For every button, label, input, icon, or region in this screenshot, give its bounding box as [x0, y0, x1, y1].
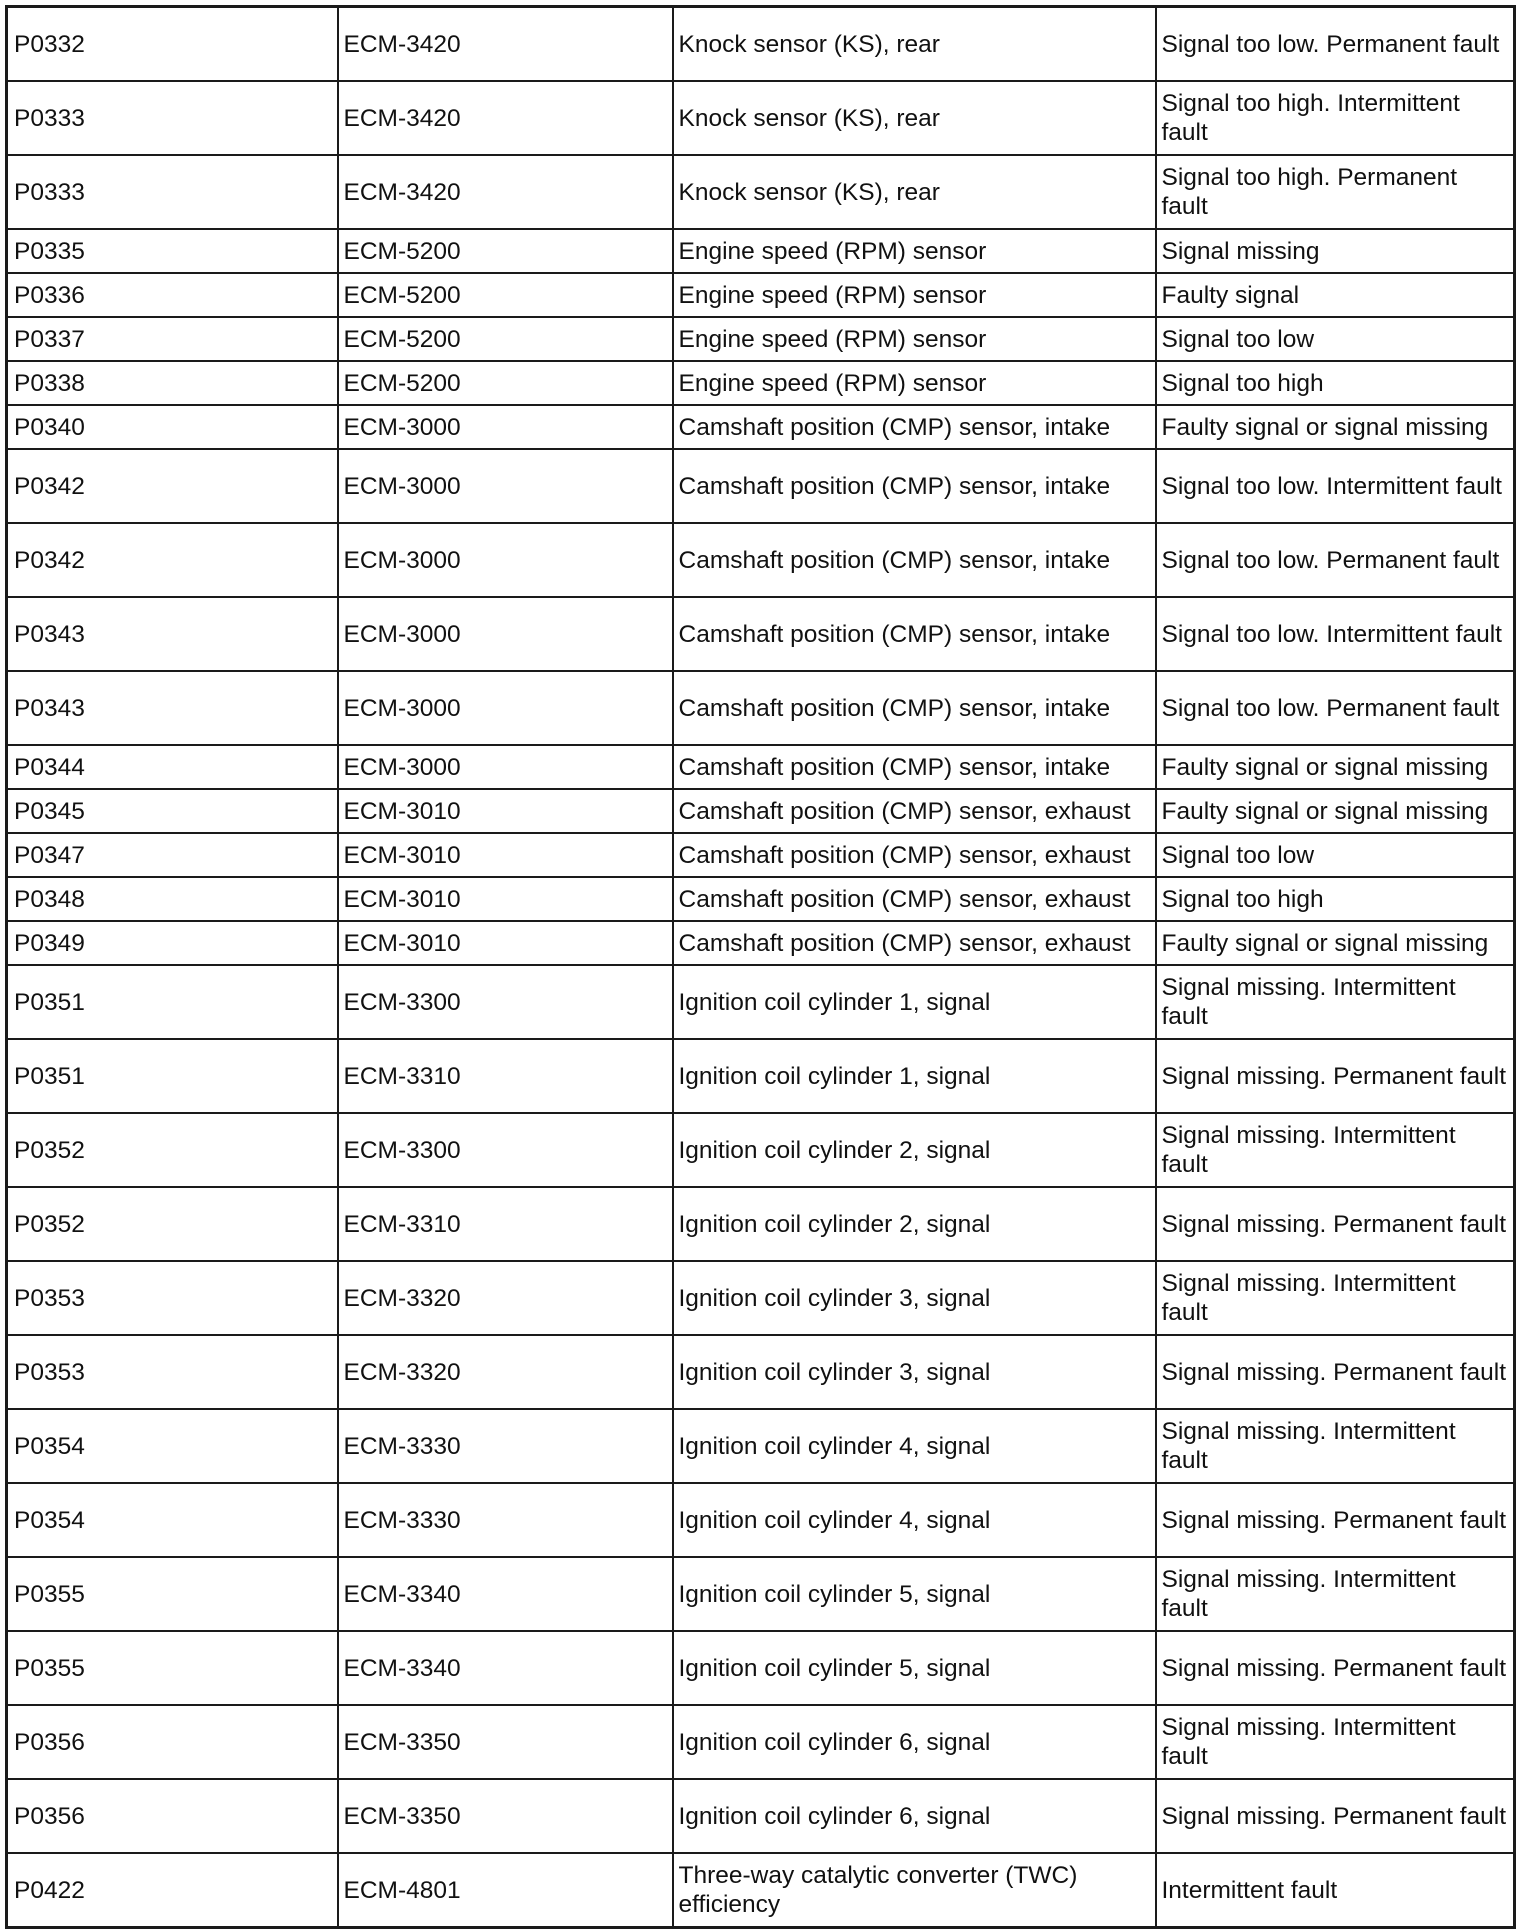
component-cell: Camshaft position (CMP) sensor, exhaust	[673, 921, 1156, 965]
fault-description-cell: Signal missing. Intermittent fault	[1156, 1557, 1515, 1631]
dtc-code-cell: P0348	[7, 877, 338, 921]
fault-description-cell: Signal missing. Permanent fault	[1156, 1039, 1515, 1113]
ecm-code-cell: ECM-3340	[338, 1631, 673, 1705]
dtc-code-cell: P0345	[7, 789, 338, 833]
fault-description-cell: Signal missing. Permanent fault	[1156, 1187, 1515, 1261]
table-row	[7, 7, 1515, 82]
component-cell: Ignition coil cylinder 3, signal	[673, 1335, 1156, 1409]
dtc-code-cell: P0332	[7, 7, 338, 82]
component-cell: Camshaft position (CMP) sensor, intake	[673, 597, 1156, 671]
component-cell: Engine speed (RPM) sensor	[673, 273, 1156, 317]
dtc-code-cell: P0352	[7, 1113, 338, 1187]
component-cell: Three-way catalytic converter (TWC) efficiency	[673, 1853, 1156, 1928]
fault-description-cell: Signal missing. Intermittent fault	[1156, 1705, 1515, 1779]
fault-description-cell: Signal missing. Intermittent fault	[1156, 1113, 1515, 1187]
ecm-code-cell: ECM-3350	[338, 1779, 673, 1853]
dtc-code-cell: P0349	[7, 921, 338, 965]
dtc-code-cell: P0333	[7, 81, 338, 155]
dtc-code-cell: P0333	[7, 155, 338, 229]
dtc-code-cell: P0335	[7, 229, 338, 273]
table-row	[7, 523, 1515, 597]
ecm-code-cell: ECM-3010	[338, 921, 673, 965]
fault-description-cell: Intermittent fault	[1156, 1853, 1515, 1928]
fault-description-cell: Signal missing. Permanent fault	[1156, 1483, 1515, 1557]
component-cell: Ignition coil cylinder 4, signal	[673, 1409, 1156, 1483]
component-cell: Knock sensor (KS), rear	[673, 155, 1156, 229]
ecm-code-cell: ECM-5200	[338, 229, 673, 273]
fault-description-cell: Signal too low. Permanent fault	[1156, 671, 1515, 745]
ecm-code-cell: ECM-5200	[338, 361, 673, 405]
ecm-code-cell: ECM-3350	[338, 1705, 673, 1779]
component-cell: Camshaft position (CMP) sensor, intake	[673, 745, 1156, 789]
ecm-code-cell: ECM-3420	[338, 155, 673, 229]
fault-description-cell: Signal too high	[1156, 877, 1515, 921]
dtc-code-cell: P0336	[7, 273, 338, 317]
ecm-code-cell: ECM-3310	[338, 1039, 673, 1113]
component-cell: Knock sensor (KS), rear	[673, 81, 1156, 155]
fault-description-cell: Signal missing. Permanent fault	[1156, 1779, 1515, 1853]
component-cell: Ignition coil cylinder 1, signal	[673, 1039, 1156, 1113]
component-cell: Ignition coil cylinder 2, signal	[673, 1187, 1156, 1261]
component-cell: Ignition coil cylinder 3, signal	[673, 1261, 1156, 1335]
dtc-code-cell: P0344	[7, 745, 338, 789]
dtc-code-cell: P0340	[7, 405, 338, 449]
ecm-code-cell: ECM-3420	[338, 7, 673, 82]
component-cell: Engine speed (RPM) sensor	[673, 361, 1156, 405]
ecm-code-cell: ECM-3010	[338, 877, 673, 921]
dtc-code-cell: P0343	[7, 671, 338, 745]
table-row	[7, 1409, 1515, 1483]
fault-description-cell: Signal too high. Intermittent fault	[1156, 81, 1515, 155]
ecm-code-cell: ECM-3000	[338, 745, 673, 789]
fault-description-cell: Signal missing. Intermittent fault	[1156, 1261, 1515, 1335]
fault-description-cell: Signal missing	[1156, 229, 1515, 273]
table-row	[7, 789, 1515, 833]
dtc-code-cell: P0342	[7, 449, 338, 523]
table-row	[7, 1483, 1515, 1557]
table-row	[7, 1113, 1515, 1187]
table-row	[7, 1779, 1515, 1853]
ecm-code-cell: ECM-3320	[338, 1261, 673, 1335]
table-row	[7, 1705, 1515, 1779]
dtc-code-cell: P0351	[7, 965, 338, 1039]
table-row	[7, 833, 1515, 877]
dtc-table-body	[7, 7, 1515, 1928]
table-row	[7, 449, 1515, 523]
table-row	[7, 1187, 1515, 1261]
fault-description-cell: Faulty signal or signal missing	[1156, 745, 1515, 789]
component-cell: Ignition coil cylinder 4, signal	[673, 1483, 1156, 1557]
ecm-code-cell: ECM-3000	[338, 405, 673, 449]
fault-description-cell: Signal missing. Intermittent fault	[1156, 965, 1515, 1039]
fault-description-cell: Faulty signal or signal missing	[1156, 405, 1515, 449]
ecm-code-cell: ECM-5200	[338, 317, 673, 361]
component-cell: Camshaft position (CMP) sensor, exhaust	[673, 789, 1156, 833]
component-cell: Engine speed (RPM) sensor	[673, 229, 1156, 273]
dtc-table	[5, 5, 1516, 1929]
fault-description-cell: Signal missing. Intermittent fault	[1156, 1409, 1515, 1483]
table-row	[7, 965, 1515, 1039]
fault-description-cell: Signal too low	[1156, 833, 1515, 877]
table-row	[7, 229, 1515, 273]
table-row	[7, 1853, 1515, 1928]
dtc-code-cell: P0343	[7, 597, 338, 671]
dtc-code-cell: P0342	[7, 523, 338, 597]
ecm-code-cell: ECM-3000	[338, 449, 673, 523]
dtc-code-cell: P0353	[7, 1261, 338, 1335]
ecm-code-cell: ECM-5200	[338, 273, 673, 317]
ecm-code-cell: ECM-3320	[338, 1335, 673, 1409]
ecm-code-cell: ECM-3010	[338, 789, 673, 833]
component-cell: Ignition coil cylinder 1, signal	[673, 965, 1156, 1039]
fault-description-cell: Signal too high	[1156, 361, 1515, 405]
table-row	[7, 361, 1515, 405]
fault-description-cell: Faulty signal	[1156, 273, 1515, 317]
fault-description-cell: Signal too low. Permanent fault	[1156, 7, 1515, 82]
table-row	[7, 597, 1515, 671]
dtc-code-cell: P0355	[7, 1631, 338, 1705]
component-cell: Ignition coil cylinder 5, signal	[673, 1631, 1156, 1705]
component-cell: Camshaft position (CMP) sensor, exhaust	[673, 877, 1156, 921]
component-cell: Camshaft position (CMP) sensor, intake	[673, 405, 1156, 449]
component-cell: Camshaft position (CMP) sensor, exhaust	[673, 833, 1156, 877]
component-cell: Camshaft position (CMP) sensor, intake	[673, 449, 1156, 523]
dtc-code-cell: P0352	[7, 1187, 338, 1261]
ecm-code-cell: ECM-3330	[338, 1409, 673, 1483]
dtc-code-cell: P0356	[7, 1779, 338, 1853]
table-row	[7, 877, 1515, 921]
ecm-code-cell: ECM-3010	[338, 833, 673, 877]
fault-description-cell: Signal missing. Permanent fault	[1156, 1631, 1515, 1705]
table-row	[7, 81, 1515, 155]
fault-description-cell: Signal too low	[1156, 317, 1515, 361]
table-row	[7, 671, 1515, 745]
ecm-code-cell: ECM-3310	[338, 1187, 673, 1261]
ecm-code-cell: ECM-3300	[338, 1113, 673, 1187]
table-row	[7, 921, 1515, 965]
component-cell: Ignition coil cylinder 6, signal	[673, 1705, 1156, 1779]
table-row	[7, 1261, 1515, 1335]
fault-description-cell: Faulty signal or signal missing	[1156, 789, 1515, 833]
component-cell: Camshaft position (CMP) sensor, intake	[673, 671, 1156, 745]
dtc-code-cell: P0354	[7, 1409, 338, 1483]
dtc-code-cell: P0338	[7, 361, 338, 405]
fault-description-cell: Signal missing. Permanent fault	[1156, 1335, 1515, 1409]
dtc-code-cell: P0355	[7, 1557, 338, 1631]
ecm-code-cell: ECM-3000	[338, 671, 673, 745]
fault-description-cell: Signal too low. Permanent fault	[1156, 523, 1515, 597]
ecm-code-cell: ECM-3000	[338, 523, 673, 597]
fault-description-cell: Signal too high. Permanent fault	[1156, 155, 1515, 229]
dtc-code-cell: P0347	[7, 833, 338, 877]
table-row	[7, 745, 1515, 789]
fault-description-cell: Faulty signal or signal missing	[1156, 921, 1515, 965]
table-row	[7, 405, 1515, 449]
table-row	[7, 1557, 1515, 1631]
dtc-code-cell: P0351	[7, 1039, 338, 1113]
component-cell: Knock sensor (KS), rear	[673, 7, 1156, 82]
table-row	[7, 1631, 1515, 1705]
dtc-code-cell: P0356	[7, 1705, 338, 1779]
component-cell: Camshaft position (CMP) sensor, intake	[673, 523, 1156, 597]
table-row	[7, 155, 1515, 229]
dtc-code-cell: P0422	[7, 1853, 338, 1928]
component-cell: Ignition coil cylinder 2, signal	[673, 1113, 1156, 1187]
ecm-code-cell: ECM-4801	[338, 1853, 673, 1928]
fault-description-cell: Signal too low. Intermittent fault	[1156, 449, 1515, 523]
dtc-code-cell: P0354	[7, 1483, 338, 1557]
table-row	[7, 317, 1515, 361]
ecm-code-cell: ECM-3300	[338, 965, 673, 1039]
ecm-code-cell: ECM-3340	[338, 1557, 673, 1631]
component-cell: Engine speed (RPM) sensor	[673, 317, 1156, 361]
component-cell: Ignition coil cylinder 5, signal	[673, 1557, 1156, 1631]
table-row	[7, 273, 1515, 317]
ecm-code-cell: ECM-3420	[338, 81, 673, 155]
ecm-code-cell: ECM-3000	[338, 597, 673, 671]
table-row	[7, 1335, 1515, 1409]
component-cell: Ignition coil cylinder 6, signal	[673, 1779, 1156, 1853]
dtc-code-cell: P0353	[7, 1335, 338, 1409]
ecm-code-cell: ECM-3330	[338, 1483, 673, 1557]
dtc-code-cell: P0337	[7, 317, 338, 361]
fault-description-cell: Signal too low. Intermittent fault	[1156, 597, 1515, 671]
table-row	[7, 1039, 1515, 1113]
